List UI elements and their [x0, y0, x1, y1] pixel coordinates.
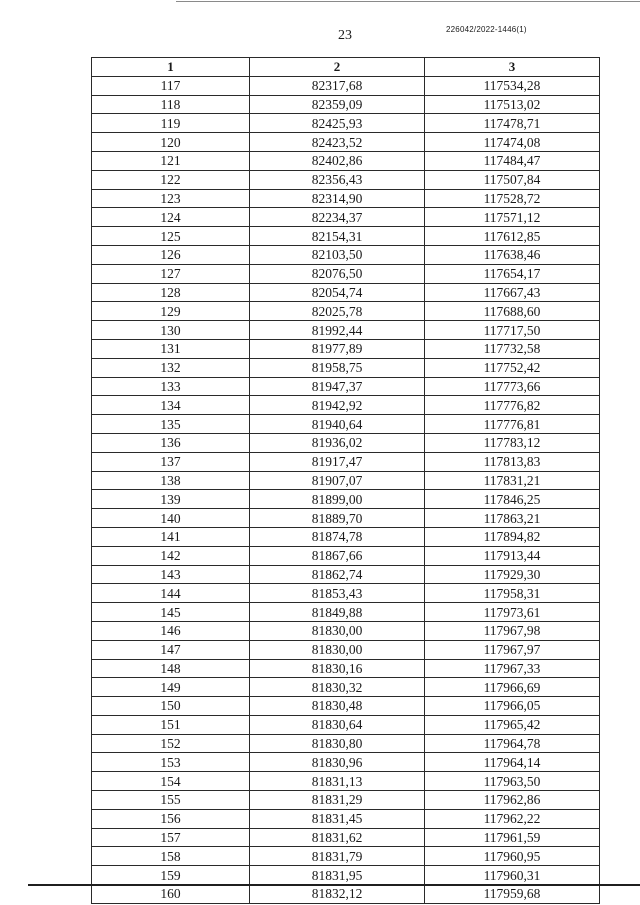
y-coordinate-cell: 117776,82 — [425, 396, 600, 415]
x-coordinate-cell: 82402,86 — [250, 151, 425, 170]
y-coordinate-cell: 117964,14 — [425, 753, 600, 772]
y-coordinate-cell: 117963,50 — [425, 772, 600, 791]
point-number-cell: 148 — [92, 659, 250, 678]
point-number-cell: 158 — [92, 847, 250, 866]
top-border-line — [176, 1, 640, 2]
y-coordinate-cell: 117513,02 — [425, 95, 600, 114]
y-coordinate-cell: 117863,21 — [425, 509, 600, 528]
table-row — [92, 565, 600, 584]
y-coordinate-cell: 117484,47 — [425, 151, 600, 170]
table-row — [92, 452, 600, 471]
table-row — [92, 358, 600, 377]
y-coordinate-cell: 117967,97 — [425, 640, 600, 659]
x-coordinate-cell: 82054,74 — [250, 283, 425, 302]
x-coordinate-cell: 82314,90 — [250, 189, 425, 208]
point-number-cell: 125 — [92, 227, 250, 246]
x-coordinate-cell: 81936,02 — [250, 433, 425, 452]
point-number-cell: 132 — [92, 358, 250, 377]
table-row — [92, 114, 600, 133]
point-number-cell: 118 — [92, 95, 250, 114]
point-number-cell: 157 — [92, 828, 250, 847]
point-number-cell: 159 — [92, 866, 250, 885]
table-row — [92, 866, 600, 885]
x-coordinate-cell: 81830,00 — [250, 640, 425, 659]
y-coordinate-cell: 117894,82 — [425, 527, 600, 546]
x-coordinate-cell: 81830,96 — [250, 753, 425, 772]
y-coordinate-cell: 117776,81 — [425, 415, 600, 434]
table-row — [92, 584, 600, 603]
point-number-cell: 120 — [92, 133, 250, 152]
x-coordinate-cell: 81992,44 — [250, 321, 425, 340]
table-row — [92, 697, 600, 716]
y-coordinate-cell: 117965,42 — [425, 715, 600, 734]
x-coordinate-cell: 81831,79 — [250, 847, 425, 866]
table-row — [92, 170, 600, 189]
y-coordinate-cell: 117960,31 — [425, 866, 600, 885]
table-row — [92, 95, 600, 114]
y-coordinate-cell: 117973,61 — [425, 603, 600, 622]
point-number-cell: 155 — [92, 791, 250, 810]
page-number: 23 — [338, 28, 352, 43]
x-coordinate-cell: 82154,31 — [250, 227, 425, 246]
table-row — [92, 678, 600, 697]
x-coordinate-cell: 81867,66 — [250, 546, 425, 565]
point-number-cell: 152 — [92, 734, 250, 753]
table-row — [92, 640, 600, 659]
point-number-cell: 140 — [92, 509, 250, 528]
y-coordinate-cell: 117688,60 — [425, 302, 600, 321]
x-coordinate-cell: 82425,93 — [250, 114, 425, 133]
point-number-cell: 153 — [92, 753, 250, 772]
x-coordinate-cell: 81942,92 — [250, 396, 425, 415]
y-coordinate-cell: 117773,66 — [425, 377, 600, 396]
y-coordinate-cell: 117783,12 — [425, 433, 600, 452]
y-coordinate-cell: 117962,22 — [425, 809, 600, 828]
y-coordinate-cell: 117571,12 — [425, 208, 600, 227]
table-row — [92, 847, 600, 866]
table-row — [92, 527, 600, 546]
y-coordinate-cell: 117964,78 — [425, 734, 600, 753]
table-row — [92, 339, 600, 358]
y-coordinate-cell: 117960,95 — [425, 847, 600, 866]
point-number-cell: 139 — [92, 490, 250, 509]
bottom-border-line — [28, 884, 640, 886]
point-number-cell: 128 — [92, 283, 250, 302]
y-coordinate-cell: 117654,17 — [425, 264, 600, 283]
document-code: 226042/2022-1446(1) — [446, 25, 527, 34]
y-coordinate-cell: 117913,44 — [425, 546, 600, 565]
y-coordinate-cell: 117959,68 — [425, 885, 600, 904]
x-coordinate-cell: 81830,32 — [250, 678, 425, 697]
x-coordinate-cell: 81831,45 — [250, 809, 425, 828]
point-number-cell: 130 — [92, 321, 250, 340]
table-row — [92, 509, 600, 528]
table-row — [92, 809, 600, 828]
x-coordinate-cell: 81831,29 — [250, 791, 425, 810]
x-coordinate-cell: 81831,95 — [250, 866, 425, 885]
point-number-cell: 134 — [92, 396, 250, 415]
y-coordinate-cell: 117958,31 — [425, 584, 600, 603]
x-coordinate-cell: 81832,12 — [250, 885, 425, 904]
point-number-cell: 121 — [92, 151, 250, 170]
x-coordinate-cell: 81947,37 — [250, 377, 425, 396]
point-number-cell: 150 — [92, 697, 250, 716]
x-coordinate-cell: 81889,70 — [250, 509, 425, 528]
x-coordinate-cell: 82356,43 — [250, 170, 425, 189]
x-coordinate-cell: 82234,37 — [250, 208, 425, 227]
y-coordinate-cell: 117732,58 — [425, 339, 600, 358]
point-number-cell: 117 — [92, 76, 250, 95]
y-coordinate-cell: 117962,86 — [425, 791, 600, 810]
x-coordinate-cell: 81853,43 — [250, 584, 425, 603]
y-coordinate-cell: 117478,71 — [425, 114, 600, 133]
y-coordinate-cell: 117967,98 — [425, 621, 600, 640]
point-number-cell: 119 — [92, 114, 250, 133]
x-coordinate-cell: 81940,64 — [250, 415, 425, 434]
table-row — [92, 772, 600, 791]
table-body — [92, 76, 600, 903]
table-header-row — [92, 58, 600, 77]
x-coordinate-cell: 81830,48 — [250, 697, 425, 716]
coordinates-table — [91, 57, 600, 904]
table-row — [92, 245, 600, 264]
point-number-cell: 154 — [92, 772, 250, 791]
table-row — [92, 603, 600, 622]
x-coordinate-cell: 81874,78 — [250, 527, 425, 546]
table-row — [92, 471, 600, 490]
x-coordinate-cell: 82423,52 — [250, 133, 425, 152]
table-row — [92, 151, 600, 170]
table-row — [92, 828, 600, 847]
point-number-cell: 133 — [92, 377, 250, 396]
table-row — [92, 433, 600, 452]
x-coordinate-cell: 81899,00 — [250, 490, 425, 509]
y-coordinate-cell: 117667,43 — [425, 283, 600, 302]
table-row — [92, 621, 600, 640]
point-number-cell: 147 — [92, 640, 250, 659]
point-number-cell: 137 — [92, 452, 250, 471]
x-coordinate-cell: 82359,09 — [250, 95, 425, 114]
x-coordinate-cell: 81849,88 — [250, 603, 425, 622]
table-row — [92, 715, 600, 734]
x-coordinate-cell: 81831,13 — [250, 772, 425, 791]
table-row — [92, 321, 600, 340]
table-row — [92, 302, 600, 321]
y-coordinate-cell: 117831,21 — [425, 471, 600, 490]
y-coordinate-cell: 117507,84 — [425, 170, 600, 189]
table-row — [92, 415, 600, 434]
point-number-cell: 131 — [92, 339, 250, 358]
point-number-cell: 126 — [92, 245, 250, 264]
table-row — [92, 377, 600, 396]
y-coordinate-cell: 117534,28 — [425, 76, 600, 95]
point-number-cell: 144 — [92, 584, 250, 603]
table-row — [92, 490, 600, 509]
column-header-2: 2 — [250, 58, 425, 77]
x-coordinate-cell: 81977,89 — [250, 339, 425, 358]
table-row — [92, 189, 600, 208]
table-row — [92, 546, 600, 565]
y-coordinate-cell: 117846,25 — [425, 490, 600, 509]
x-coordinate-cell: 82317,68 — [250, 76, 425, 95]
point-number-cell: 160 — [92, 885, 250, 904]
x-coordinate-cell: 82025,78 — [250, 302, 425, 321]
point-number-cell: 127 — [92, 264, 250, 283]
y-coordinate-cell: 117961,59 — [425, 828, 600, 847]
point-number-cell: 141 — [92, 527, 250, 546]
point-number-cell: 142 — [92, 546, 250, 565]
column-header-3: 3 — [425, 58, 600, 77]
x-coordinate-cell: 81830,80 — [250, 734, 425, 753]
y-coordinate-cell: 117966,69 — [425, 678, 600, 697]
point-number-cell: 143 — [92, 565, 250, 584]
x-coordinate-cell: 81831,62 — [250, 828, 425, 847]
point-number-cell: 129 — [92, 302, 250, 321]
y-coordinate-cell: 117612,85 — [425, 227, 600, 246]
point-number-cell: 156 — [92, 809, 250, 828]
table-row — [92, 659, 600, 678]
table-row — [92, 208, 600, 227]
x-coordinate-cell: 81917,47 — [250, 452, 425, 471]
x-coordinate-cell: 81830,00 — [250, 621, 425, 640]
x-coordinate-cell: 82076,50 — [250, 264, 425, 283]
table-row — [92, 734, 600, 753]
point-number-cell: 135 — [92, 415, 250, 434]
table-row — [92, 133, 600, 152]
y-coordinate-cell: 117967,33 — [425, 659, 600, 678]
point-number-cell: 123 — [92, 189, 250, 208]
table-row — [92, 76, 600, 95]
y-coordinate-cell: 117717,50 — [425, 321, 600, 340]
table-row — [92, 227, 600, 246]
point-number-cell: 149 — [92, 678, 250, 697]
column-header-1: 1 — [92, 58, 250, 77]
point-number-cell: 136 — [92, 433, 250, 452]
x-coordinate-cell: 81830,64 — [250, 715, 425, 734]
y-coordinate-cell: 117638,46 — [425, 245, 600, 264]
y-coordinate-cell: 117474,08 — [425, 133, 600, 152]
point-number-cell: 122 — [92, 170, 250, 189]
y-coordinate-cell: 117929,30 — [425, 565, 600, 584]
x-coordinate-cell: 81907,07 — [250, 471, 425, 490]
table-row — [92, 885, 600, 904]
x-coordinate-cell: 81862,74 — [250, 565, 425, 584]
y-coordinate-cell: 117813,83 — [425, 452, 600, 471]
x-coordinate-cell: 81830,16 — [250, 659, 425, 678]
point-number-cell: 124 — [92, 208, 250, 227]
point-number-cell: 146 — [92, 621, 250, 640]
x-coordinate-cell: 81958,75 — [250, 358, 425, 377]
point-number-cell: 145 — [92, 603, 250, 622]
point-number-cell: 151 — [92, 715, 250, 734]
y-coordinate-cell: 117528,72 — [425, 189, 600, 208]
y-coordinate-cell: 117752,42 — [425, 358, 600, 377]
x-coordinate-cell: 82103,50 — [250, 245, 425, 264]
table-row — [92, 791, 600, 810]
table-row — [92, 753, 600, 772]
table-row — [92, 283, 600, 302]
table-row — [92, 264, 600, 283]
y-coordinate-cell: 117966,05 — [425, 697, 600, 716]
point-number-cell: 138 — [92, 471, 250, 490]
table-row — [92, 396, 600, 415]
